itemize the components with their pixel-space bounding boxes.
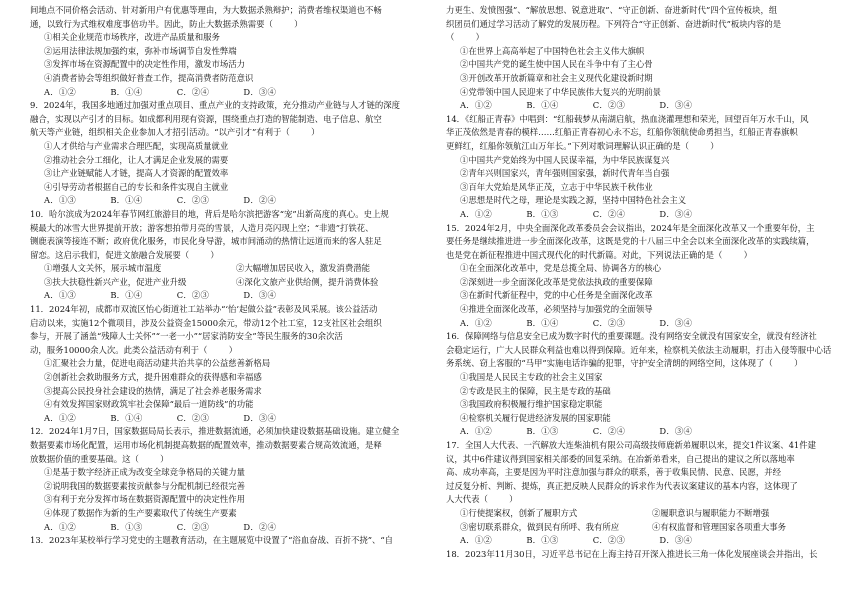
answer-choices-line: A．①③ B．①④ C．②③ D．②④ (44, 195, 277, 206)
question-text-line: 9．2024年，我国多地通过加强对重点项目、重点产业的支持政策，充分推动产业链与人才链的深度 (30, 100, 401, 111)
option-line: ③开创改革开放新篇章和社会主义现代化建设新时期 (460, 72, 653, 83)
left-column (30, 4, 430, 548)
option-line: ④思想是时代之母，理论是实践之源，坚持中国特色社会主义 (460, 195, 687, 206)
option-line: ④有权监督和管理国家各项重大事务 (652, 521, 786, 532)
option-line: ②大幅增加居民收入，激发消费潜能 (236, 263, 370, 274)
option-line: ④推进全面深化改革，必须坚持与加强党的全面领导 (460, 304, 653, 315)
answer-choices-line: A．①② B．①③ C．②③ D．②④ (44, 521, 277, 532)
option-line: ③密切联系群众，做到民有所呼、我有所应 (460, 521, 620, 532)
option-line: ①行使提案权，创新了履职方式 (460, 507, 578, 518)
question-text-line: 数据要素市场化配置，运用市场化机制提高数据的配置效率，推动数据要素合规高效流通，是释 (30, 440, 382, 450)
option-line: ②青年兴则国家兴，青年强则国家强，新时代青年当自强 (460, 168, 670, 179)
question-text-line: 议，其中6件建议得到国家相关部委的回复采纳。在冶新弟看来，自己提出的建议之所以落地率 (446, 453, 795, 464)
answer-choices-line: A．①② B．①④ C．②④ D．③④ (44, 86, 277, 97)
answer-choices-line: A．①③ B．①④ C．②③ D．③④ (44, 290, 277, 301)
option-line: ③在新时代新征程中，党的中心任务是全面深化改革 (460, 290, 653, 301)
question-text-line: 也是党在新征程推进中国式现代化的时代新篇。对此，下列说法正确的是（ ） (446, 249, 753, 260)
option-line: ④消费者协会等组织做好普查工作，提高消费者防范意识 (44, 72, 254, 83)
option-line: ②中国共产党的诞生使中国人民在斗争中有了主心骨 (460, 59, 653, 70)
option-line: ①是基于数字经济正成为改变全球竞争格局的关键力量 (44, 467, 245, 478)
answer-choices-line: A．①② B．①④ C．②③ D．③④ (44, 412, 277, 423)
option-line: ③提高公民投身社会建设的热情，满足了社会养老服务需求 (44, 385, 262, 396)
option-line: ①人才供给与产业需求合理匹配，实现高质量就业 (44, 140, 229, 151)
option-line: ③有利于充分发挥市场在数据资源配置中的决定性作用 (44, 494, 245, 505)
question-text-line: 要任务是继续推进进一步全面深化改革，这既是党的十八届三中全会以来全面深化改革的实践续篇， (446, 236, 815, 247)
question-text-line: 通，以致行为式维权难度事倍功半。因此，防止大数据杀熟需要（ ） (30, 18, 303, 29)
option-line: ②推动社会分工细化，让人才满足企业发展的需要 (44, 154, 229, 165)
question-text-line: 17．全国人大代表、一汽解放大连柴油机有限公司高级技师鹿新弟履职以来，提交1件议案、41件建 (446, 440, 817, 450)
question-text-line: 会稳定运行，广大人民群众利益也难以得到保障。近年来，检察机关依法主动履职，打击入侵等服中心话 (446, 344, 832, 355)
answer-choices-line: A．①② B．①③ C．②④ D．③④ (460, 426, 693, 437)
option-line: ④党带领中国人民迎来了中华民族伟大复兴的光明前景 (460, 86, 661, 97)
question-text-line: 间地点不同价格会活动、针对新用户有优惠等理由，为大数据杀熟辩护；消费者维权渠道也不畅 (30, 5, 382, 15)
question-text-line: 15．2024年2月，中央全面深化改革委员会会议指出，2024年是全面深化改革又一个重要年份，主 (446, 222, 815, 233)
question-text-line: 放数据价值的重要基础。这（ ） (30, 453, 169, 464)
answer-choices-line: A．①② B．①③ C．②④ D．③④ (460, 208, 693, 219)
option-line: ③扶大扶稳性新兴产业，促进产业升级 (44, 276, 187, 287)
option-line: ②履职意识与履职能力不断增强 (652, 507, 770, 518)
option-line: ④引导劳动者根据自己的专长和条件实现自主就业 (44, 181, 229, 192)
option-line: ③百年大党始是风华正茂，立志于中华民族千秋伟业 (460, 181, 653, 192)
option-line: ④有效发挥国家财政筑牢社会保障“最后一道防线”的功能 (44, 399, 254, 410)
question-text-line: 18．2023年11月30日，习近平总书记在上海主持召开深入推进长三角一体化发展座谈会并指出，长 (446, 548, 818, 559)
question-text-line: 参与，开展了涵盖“残障人士关怀”“一老一小”“居家消防安全”等民生服务的30余次活 (30, 331, 343, 342)
right-column (446, 4, 846, 561)
answer-choices-line: A．①② B．①④ C．②③ D．③④ (460, 317, 693, 328)
option-line: ①汇聚社会力量，促进电商活动建共治共享的公益慈善新格局 (44, 358, 271, 369)
question-text-line: 11．2024年初，成都市双流区怡心街道社工站举办“‘怡’起做公益”表彰及风采展。该公益活动 (30, 304, 378, 315)
option-line: ③让产业链赋能人才链，提高人才资源的配置效率 (44, 168, 229, 179)
question-text-line: 更鲜红，红船你领航江山万年长。”下列对歌词理解认识正确的是（ ） (446, 140, 719, 151)
option-line: ①我国是人民民主专政的社会主义国家 (460, 372, 603, 383)
question-text-line: 力更生、发愤图强”、“解放思想、锐意进取”、“守正创新、奋进新时代”四个宣传板块，组 (446, 5, 778, 15)
question-text-line: 务系统、窃上客服的“马甲”实施电话诈骗的犯罪，守护安全清朗的网络空间，这体现了（ ） (446, 358, 803, 369)
option-line: ③发挥市场在资源配置中的决定性作用，激发市场活力 (44, 59, 245, 70)
question-text-line: 10．哈尔滨成为2024年春节网红旅游目的地，背后是哈尔滨把游客“宠”出新高度的真心。史上规 (30, 208, 389, 219)
option-line: ④深化文旅产业供给侧，提升消费体验 (236, 276, 379, 287)
question-text-line: 人大代表（ ） (446, 494, 518, 505)
question-text-line: 铡鹿表演等接连不断；政府优化服务，市民化身导游，城市间涌动的热情让远道而来的客人驻足 (30, 236, 382, 247)
question-text-line: 模最大的冰雪大世界提前开放；游客想拍带月亮的雪景，人造月亮闪现上空；“非遗”打铁花、 (30, 222, 374, 233)
question-text-line: 华正茂依然是青春的模样……红船正青春初心永不忘，红船你领航使命勇担当，红船正青春旗帜 (446, 127, 798, 138)
question-text-line: 高、成功率高，主要是因为平时注意加强与群众的联系，善于收集民情、民意、民愿，并经 (446, 467, 781, 478)
option-line: ②运用法律法规加强约束，弥补市场调节自发性弊端 (44, 45, 237, 56)
option-line: ①增强人文关怀，展示城市温度 (44, 263, 162, 274)
option-line: ①在世界上高高举起了中国特色社会主义伟大旗帜 (460, 45, 645, 56)
question-text-line: 织团员们通过学习活动了解党的发展历程。下列符合“守正创新、奋进新时代”板块内容的是 (446, 18, 782, 29)
question-text-line: 13．2023年某校举行学习党史的主题教育活动，在主题展览中设置了“浴血奋战、百折不挠”、“自 (30, 535, 394, 546)
option-line: ②创新社会救助服务方式，提升困难群众的获得感和幸福感 (44, 372, 262, 383)
question-text-line: 启动以来，实施12个微项目，涉及公益资金15000余元，带动12个社工室，12支社区社会组织 (30, 317, 382, 328)
option-line: ②深刻进一步全面深化改革是党依法执政的重要保障 (460, 276, 653, 287)
option-line: ②说明我国的数据要素按贡献参与分配机制已经很完善 (44, 480, 245, 491)
question-text-line: 融合，实现以产引才的目标。如成都利用现有资源，围绕重点打造的智能制造、电子信息、航空 (30, 113, 382, 124)
answer-choices-line: A．①② B．①③ C．②③ D．③④ (460, 535, 693, 546)
question-text-line: 16．保障网络与信息安全已成为数字时代的重要课题。没有网络安全就没有国家安全，就没有经济社 (446, 331, 817, 342)
option-line: ④体现了数据作为新的生产要素取代了传统生产要素 (44, 507, 237, 518)
question-text-line: （ ） (446, 32, 485, 43)
question-text-line: 留恋。这启示我们，促进文旅融合发展要（ ） (30, 249, 219, 260)
option-line: ①中国共产党始终为中国人民谋幸福，为中华民族谋复兴 (460, 154, 670, 165)
question-text-line: 过反复分析、判断、提炼，真正把反映人民群众的诉求作为代表议案建议的基本内容，这体现了 (446, 480, 798, 491)
option-line: ③我国政府积极履行维护国家稳定职能 (460, 399, 603, 410)
option-line: ④检察机关履行促进经济发展的国家职能 (460, 412, 611, 423)
option-line: ①相关企业规范市场秩序，改进产品质量和服务 (44, 32, 220, 43)
question-text-line: 航天等产业链，组织相关企业参加人才招引活动。“以产引才”有利于（ ） (30, 127, 320, 138)
question-text-line: 12．2024年1月7日，国家数据局局长表示，推进数据流通，必须加快建设数据基础设施。建立健全 (30, 426, 400, 437)
option-line: ②专政是民主的保障，民主是专政的基础 (460, 385, 611, 396)
answer-choices-line: A．①② B．①④ C．②③ D．③④ (460, 100, 693, 111)
option-line: ①在全面深化改革中，党是总揽全局、协调各方的核心 (460, 263, 661, 274)
question-text-line: 动，服务10000余人次。此类公益活动有利于（ ） (30, 344, 238, 355)
question-text-line: 14．《红船正青春》中唱到：“红船载梦从南湖启航，热血浇灌理想和荣光，回望百年万水千山，风 (446, 113, 809, 124)
